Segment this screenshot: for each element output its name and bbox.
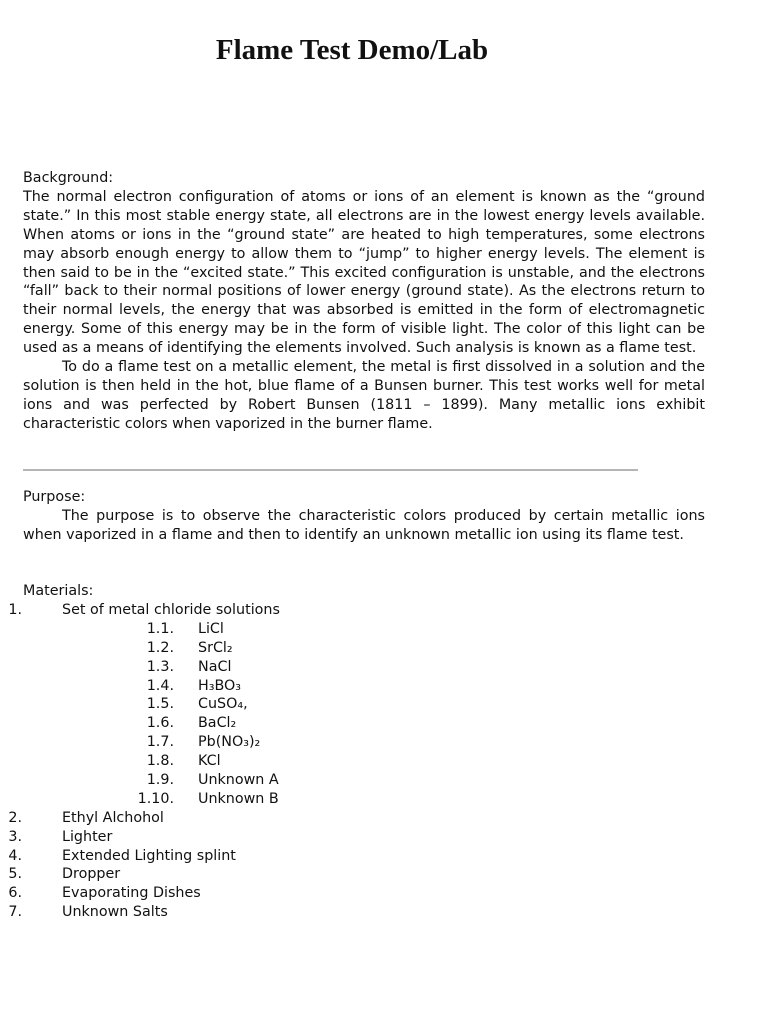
- sublist-item-text: Unknown A: [198, 772, 279, 789]
- page-title: Flame Test Demo/Lab: [215, 34, 489, 66]
- list-item-text: Extended Lighting splint: [62, 847, 236, 864]
- horizontal-divider: [23, 469, 638, 471]
- sublist-item: [0, 752, 700, 771]
- materials-list: [0, 601, 700, 922]
- list-item-text: Dropper: [62, 866, 121, 883]
- sublist-item: [0, 695, 700, 714]
- sublist-item-text: BaCl₂: [198, 715, 237, 732]
- sublist-item-number: 1.9.: [146, 772, 174, 789]
- list-item-number: 1.: [8, 602, 22, 618]
- sublist-item-number: 1.10.: [137, 790, 174, 807]
- sublist-item-text: NaCl: [198, 658, 232, 675]
- sublist-item-number: 1.3.: [146, 658, 174, 675]
- list-item-text: Lighter: [62, 828, 113, 845]
- sublist-item: [0, 677, 700, 696]
- list-item-text: Unknown Salts: [62, 904, 168, 921]
- background-section: [23, 169, 705, 434]
- list-item: [0, 865, 700, 884]
- sublist-item-text: SrCl₂: [198, 639, 233, 656]
- sublist-item-number: 1.4.: [146, 677, 174, 694]
- list-item-text: Set of metal chloride solutions: [62, 602, 280, 618]
- background-heading: Background:: [23, 170, 114, 186]
- list-item-number: 5.: [8, 866, 22, 883]
- sublist-item: [0, 733, 700, 752]
- list-item: [0, 601, 700, 620]
- sublist-item-number: 1.6.: [146, 715, 174, 732]
- sublist-item-text: KCl: [198, 753, 221, 770]
- purpose-heading: Purpose:: [23, 489, 86, 505]
- materials-heading: Materials:: [23, 583, 94, 599]
- sublist-item-number: 1.8.: [146, 753, 174, 770]
- sublist-item: [0, 790, 700, 809]
- sublist-item-text: LiCl: [198, 620, 224, 637]
- sublist-item-number: 1.2.: [146, 639, 174, 656]
- sublist-item-number: 1.1.: [146, 620, 174, 637]
- purpose-section: [23, 488, 705, 545]
- list-item: [0, 903, 700, 922]
- sublist-item-text: H₃BO₃: [198, 677, 242, 694]
- sublist-item: [0, 771, 700, 790]
- sublist-item-text: Pb(NO₃)₂: [198, 734, 261, 751]
- list-item: [0, 809, 700, 828]
- sublist-item: [0, 639, 700, 658]
- sublist-item: [0, 714, 700, 733]
- list-item-number: 2.: [8, 809, 22, 826]
- list-item: [0, 847, 700, 866]
- sublist-item-number: 1.5.: [146, 696, 174, 713]
- sublist-item-text: Unknown B: [198, 790, 279, 807]
- list-item-text: Ethyl Alchohol: [62, 809, 164, 826]
- list-item-number: 3.: [8, 828, 22, 845]
- background-paragraph-1: The normal electron configuration of atoms or ions of an element is known as the “ground state.” In this most stable energy state, all electrons are in the lowest energy levels available. When atoms or ions in the “ground state” are heated to high temperatures, some electrons may absorb enough energy to allow them to “jump” to higher energy levels. The element is then said to be in the “excited state.” This excited configuration is unstable, and the electrons “fall” back to their normal positions of lower energy (ground state). As the electrons return to their normal levels, the energy that was absorbed is emitted in the form of electromagnetic energy. Some of this energy may be in the form of visible light. The color of this light can be used as a means of identifying the elements involved. Such analysis is known as a flame test.: [23, 188, 705, 357]
- list-item-text: Evaporating Dishes: [62, 885, 201, 902]
- purpose-paragraph: The purpose is to observe the characteristic colors produced by certain metallic ions when vaporized in a flame and then to identify an unknown metallic ion using its flame test.: [23, 507, 705, 543]
- list-item-number: 4.: [8, 847, 22, 864]
- list-item: [0, 884, 700, 903]
- sublist-item: [0, 620, 700, 639]
- background-paragraph-2: To do a flame test on a metallic element, the metal is first dissolved in a solution and the solution is then held in the hot, blue flame of a Bunsen burner. This test works well for metal ions and was perfected by Robert Bunsen (1811 – 1899). Many metallic ions exhibit characteristic colors when vaporized in the burner flame.: [23, 359, 705, 432]
- sublist-item: [0, 658, 700, 677]
- sublist-item-text: CuSO₄,: [198, 696, 248, 713]
- list-item-number: 6.: [8, 885, 22, 902]
- list-item: [0, 828, 700, 847]
- list-item-number: 7.: [8, 904, 22, 921]
- sublist-item-number: 1.7.: [146, 734, 174, 751]
